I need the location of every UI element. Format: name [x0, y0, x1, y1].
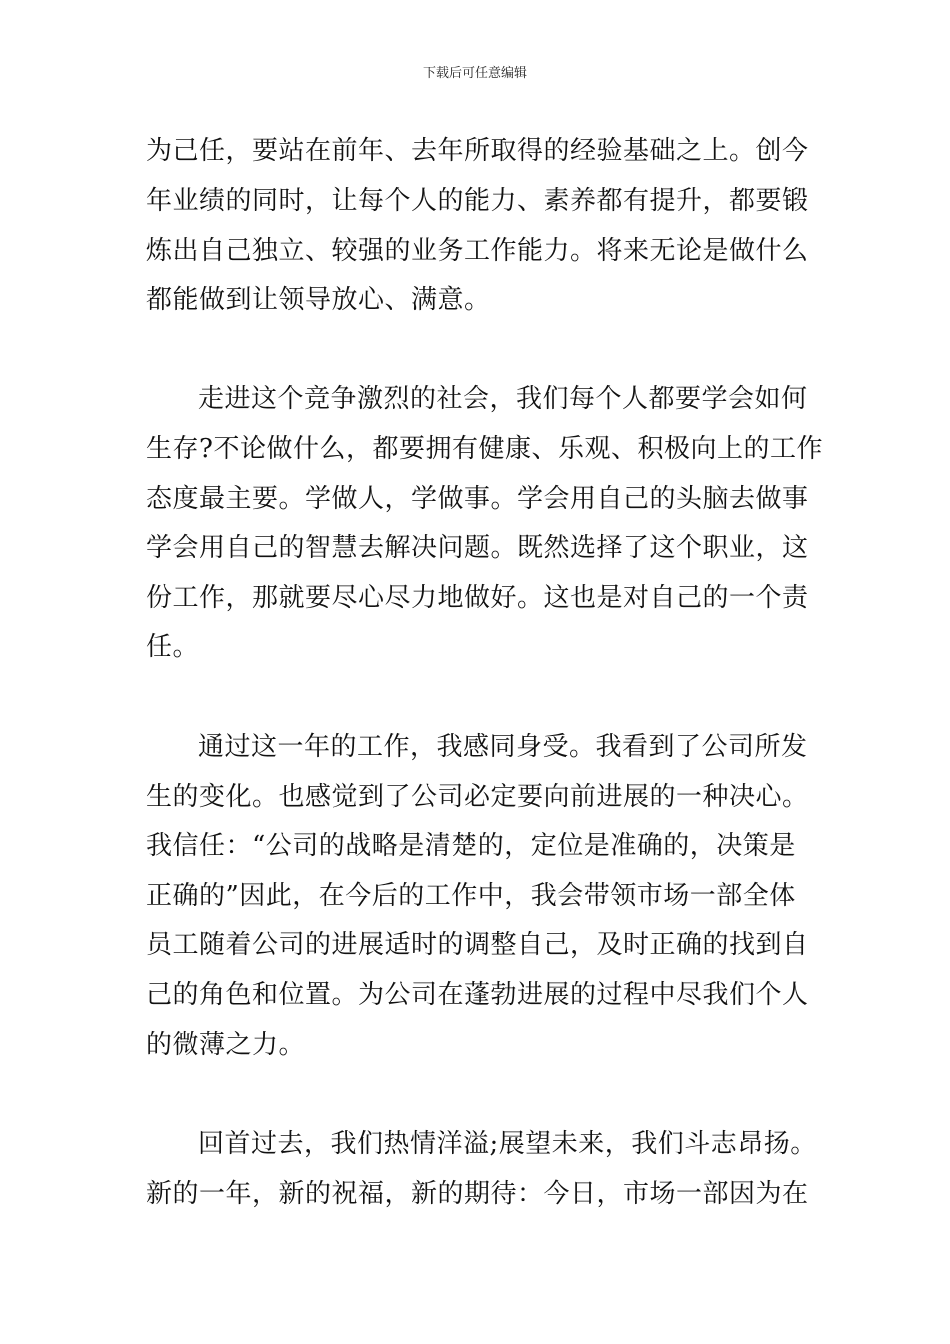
paragraph-3-line-3: 我信任：“公司的战略是清楚的，定位是准确的，决策是	[146, 831, 796, 861]
paragraph-4-line-1: 回首过去，我们热情洋溢;展望未来，我们斗志昂扬。	[198, 1129, 817, 1159]
paragraph-3-line-1: 通过这一年的工作，我感同身受。我看到了公司所发	[198, 732, 808, 762]
paragraph-1-line-1: 为己任，要站在前年、去年所取得的经验基础之上。创今	[146, 136, 809, 166]
paragraph-2-line-5: 份工作，那就要尽心尽力地做好。这也是对自己的一个责	[146, 583, 809, 613]
paragraph-3-line-7: 的微薄之力。	[146, 1030, 306, 1060]
paragraph-4-line-2: 新的一年，新的祝福，新的期待：今日，市场一部因为在	[146, 1179, 809, 1209]
paragraph-3-line-5: 员工随着公司的进展适时的调整自己，及时正确的找到自	[146, 930, 809, 960]
paragraph-1-line-4: 都能做到让领导放心、满意。	[146, 285, 491, 315]
page-header: 下载后可任意编辑	[422, 66, 527, 81]
paragraph-3-line-2: 生的变化。也感觉到了公司必定要向前进展的一种决心。	[146, 782, 809, 812]
paragraph-2-line-1: 走进这个竞争激烈的社会，我们每个人都要学会如何	[198, 384, 808, 414]
paragraph-3-line-4: 正确的”因此，在今后的工作中，我会带领市场一部全体	[146, 881, 796, 911]
paragraph-3-line-6: 己的角色和位置。为公司在蓬勃进展的过程中尽我们个人	[146, 980, 809, 1010]
paragraph-2-line-6: 任。	[146, 632, 200, 662]
paragraph-1-line-2: 年业绩的同时，让每个人的能力、素养都有提升，都要锻	[146, 186, 809, 216]
paragraph-2-line-3: 态度最主要。学做人，学做事。学会用自己的头脑去做事	[146, 484, 809, 514]
paragraph-2-line-2: 生存?不论做什么，都要拥有健康、乐观、积极向上的工作	[146, 434, 823, 464]
paragraph-2-line-4: 学会用自己的智慧去解决问题。既然选择了这个职业，这	[146, 533, 809, 563]
paragraph-1-line-3: 炼出自己独立、较强的业务工作能力。将来无论是做什么	[146, 236, 809, 266]
